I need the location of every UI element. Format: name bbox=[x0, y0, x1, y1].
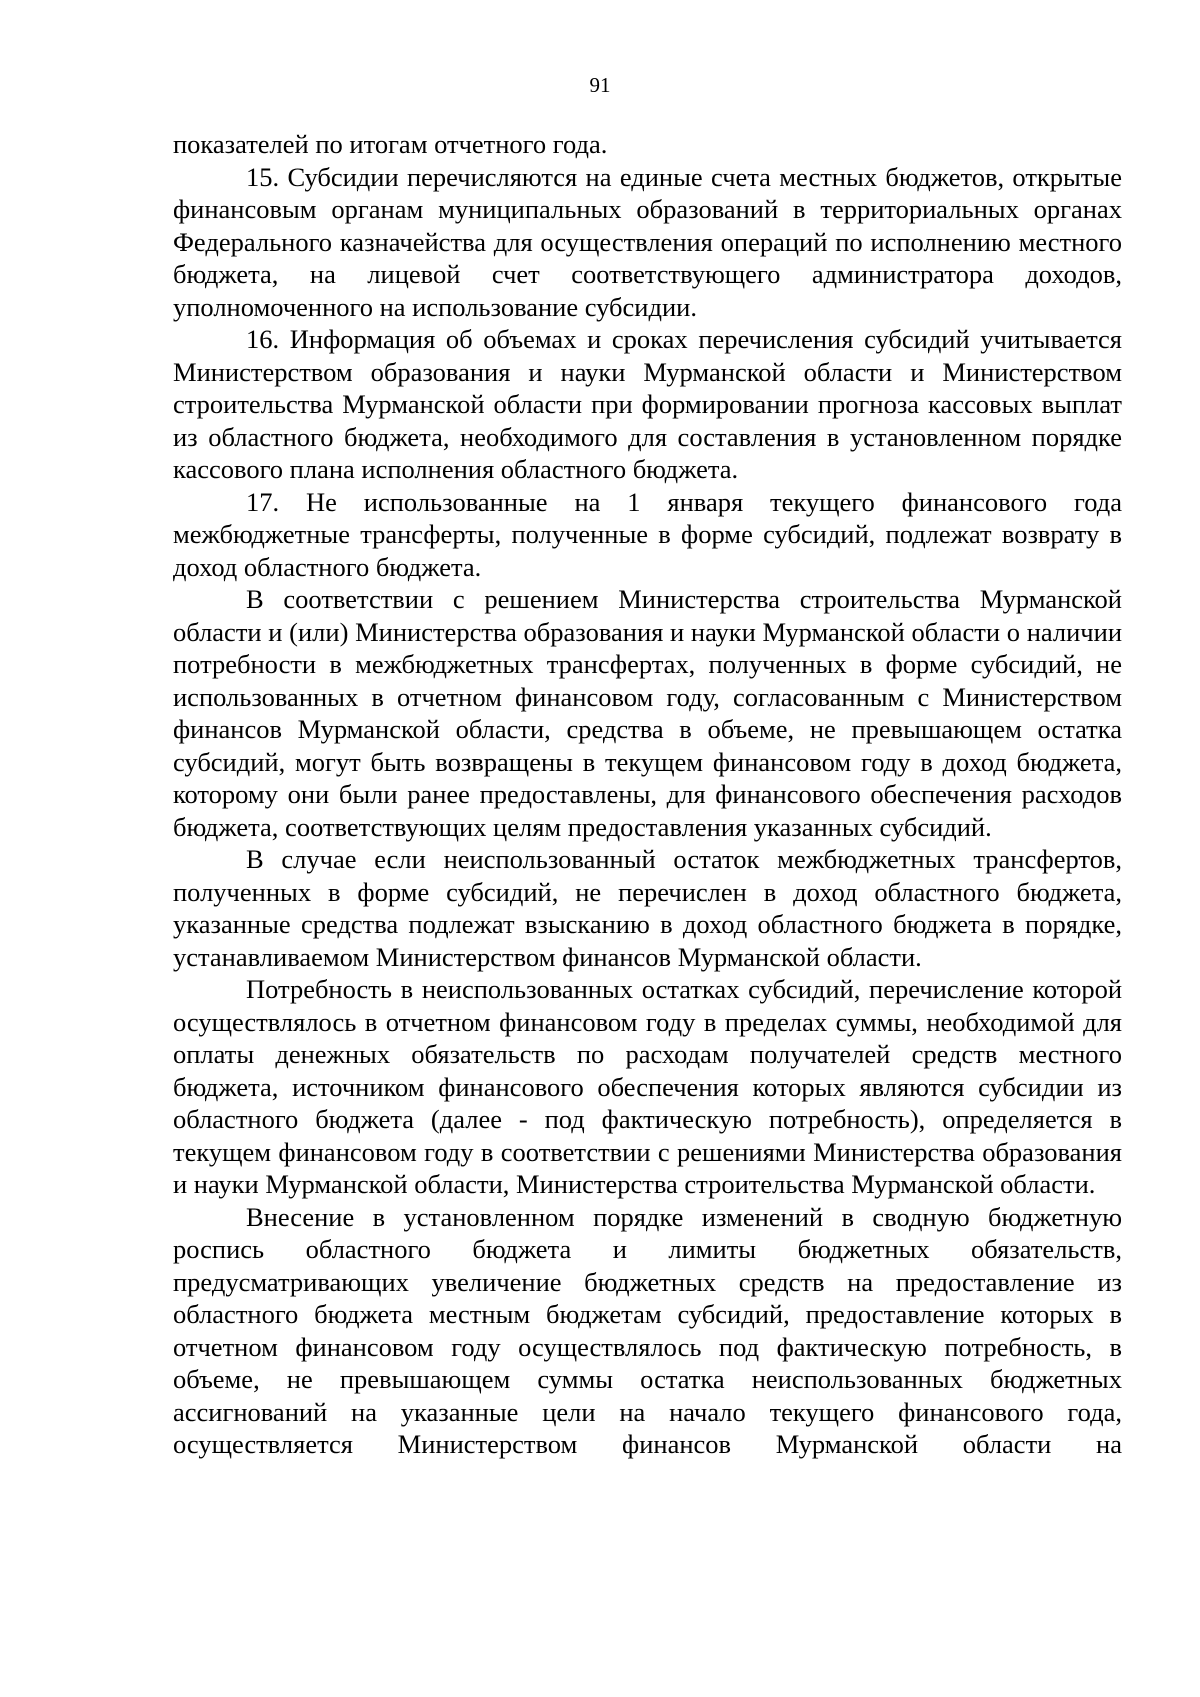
paragraph-continuation: показателей по итогам отчетного года. bbox=[173, 129, 608, 159]
page-number: 91 bbox=[589, 73, 611, 97]
document-body bbox=[173, 128, 1122, 1461]
paragraph-item-16: 16. Информация об объемах и сроках перечисления субсидий учитывается Министерством образования и науки Мурманской области и Министерством строительства Мурманской области при формировании прогноза кассовых выплат из областного бюджета, необходимого для составления в установленном порядке кассового плана исполнения областного бюджета. bbox=[173, 324, 1122, 484]
paragraph-item-17: 17. Не использованные на 1 января текущего финансового года межбюджетные трансферты, полученные в форме субсидий, подлежат возврату в доход областного бюджета. bbox=[173, 486, 1122, 582]
paragraph-item-15: 15. Субсидии перечисляются на единые счета местных бюджетов, открытые финансовым органам муниципальных образований в территориальных органах Федерального казначейства для осуществления операций по исполнению местного бюджета, на лицевой счет соответствующего администратора доходов, уполномоченного на использование субсидии. bbox=[173, 161, 1122, 322]
paragraph-budget-changes: Внесение в установленном порядке изменений в сводную бюджетную роспись областного бюджета и лимиты бюджетных обязательств, предусматривающих увеличение бюджетных средств на предоставление из областного бюджета местным бюджетам субсидий, предоставление которых в отчетном финансовом году осуществлялось под фактическую потребность, в объеме, не превышающем суммы остатка неиспользованных бюджетных ассигнований на указанные цели на начало текущего финансового года, осуществляется Министерством финансов Мурманской области на bbox=[173, 1201, 1122, 1459]
paragraph-actual-need: Потребность в неиспользованных остатках субсидий, перечисление которой осуществлялось в отчетном финансовом году в пределах суммы, необходимой для оплаты денежных обязательств по расходам получателей средств местного бюджета, источником финансового обеспечения которых являются субсидии из областного бюджета (далее - под фактическую потребность), определяется в текущем финансовом году в соответствии с решениями Министерства образования и науки Мурманской области, Министерства строительства Мурманской области. bbox=[173, 974, 1122, 1199]
paragraph-unused-balance: В случае если неиспользованный остаток межбюджетных трансфертов, полученных в форме субсидий, не перечислен в доход областного бюджета, указанные средства подлежат взысканию в доход областного бюджета в порядке, устанавливаемом Министерством финансов Мурманской области. bbox=[173, 844, 1122, 972]
paragraph-return-decision: В соответствии с решением Министерства строительства Мурманской области и (или) Министерства образования и науки Мурманской области о наличии потребности в межбюджетных трансфертах, полученных в форме субсидий, не использованных в отчетном финансовом году, согласованным с Министерством финансов Мурманской области, средства в объеме, не превышающем остатка субсидий, могут быть возвращены в текущем финансовом году в доход бюджета, которому они были ранее предоставлены, для финансового обеспечения расходов бюджета, соответствующих целям предоставления указанных субсидий. bbox=[173, 584, 1122, 842]
